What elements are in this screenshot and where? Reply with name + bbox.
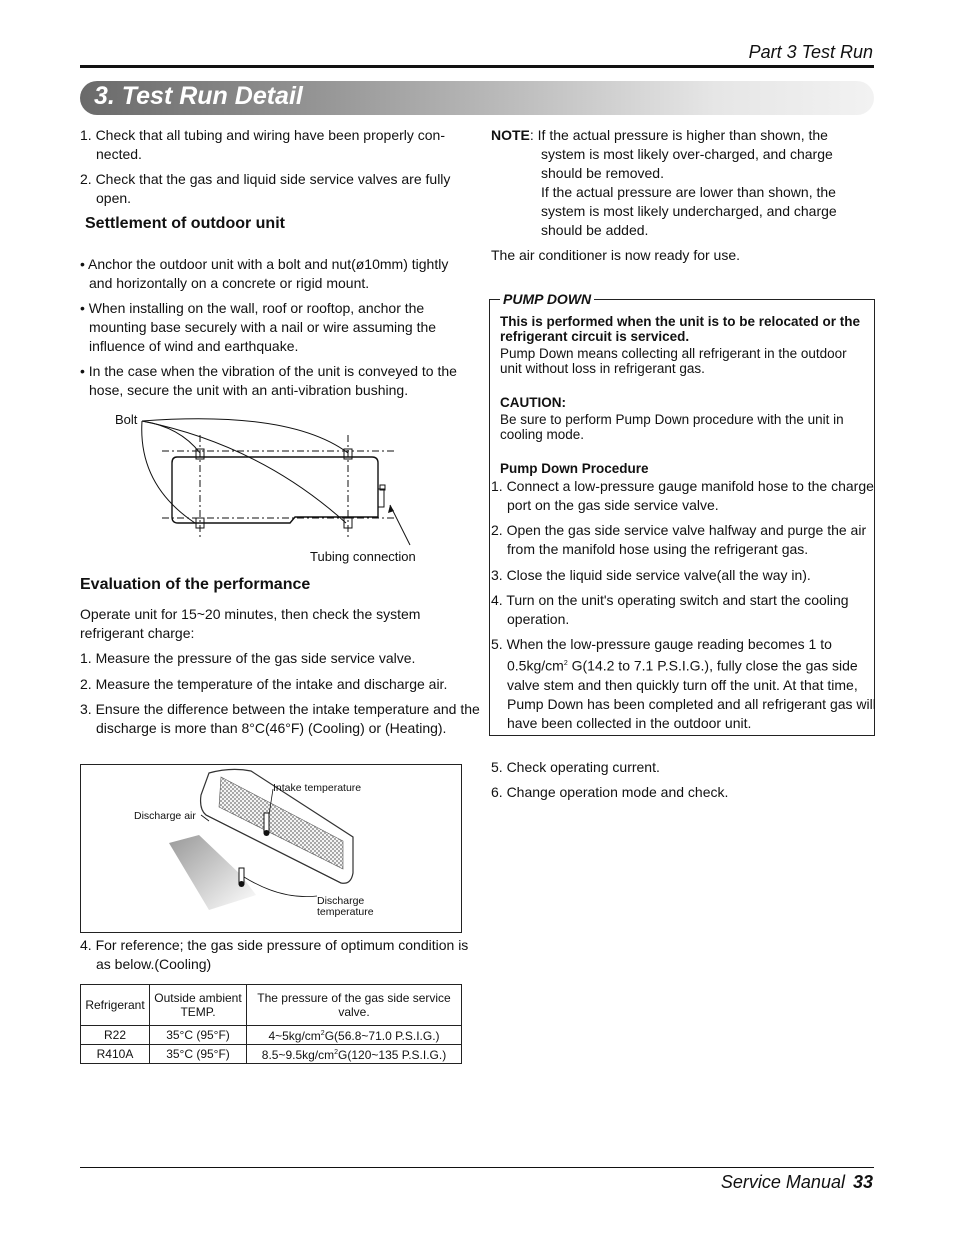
- anchor-diagram: [110, 405, 440, 570]
- pump-down-step-1: 1. Connect a low-pressure gauge manifold hose to the charge port on the gas side service valve.: [491, 478, 874, 513]
- section-title: 3. Test Run Detail: [94, 82, 303, 110]
- pump-down-step-3: 3. Close the liquid side service valve(all the way in).: [491, 567, 811, 583]
- discharge-temperature-label-1: Discharge: [317, 895, 365, 907]
- table-cell-refrigerant: R410A: [81, 1045, 150, 1064]
- note-para-2: If the actual pressure are lower than shown, the system is most likely undercharged, and charge should be added.: [541, 184, 837, 238]
- tubing-label: Tubing connection: [310, 549, 416, 564]
- discharge-temperature-label-2: temperature: [317, 906, 374, 918]
- final-step-5: 5. Check operating current.: [491, 759, 660, 775]
- table-cell-pressure: $8.5\sim 9.5kg/cm^2G(120\sim 135$ P.S.I.G.): [247, 1045, 462, 1064]
- pump-down-step-4: 4. Turn on the unit's operating switch and start the cooling operation.: [491, 592, 849, 627]
- anchor-diagram-svg: [110, 405, 440, 570]
- table-cell-refrigerant: R22: [81, 1026, 150, 1045]
- footer-manual: Service Manual: [720, 1172, 845, 1192]
- settlement-bullet-1: • Anchor the outdoor unit with a bolt and nut(ø10mm) tightly and horizontally on a concrete or rigid mount.: [80, 256, 449, 291]
- footer-rule: [80, 1167, 874, 1168]
- table-cell-pressure: $4\sim 5kg/cm^2G(56.8\sim 71.0$ P.S.I.G.): [247, 1026, 462, 1045]
- final-step-6: 6. Change operation mode and check.: [491, 784, 729, 800]
- discharge-air-label: Discharge air: [134, 810, 196, 822]
- pump-down-intro: Pump Down means collecting all refrigerant in the outdoor unit without loss in refrigerant gas.: [500, 346, 847, 376]
- pump-down-step-5: 5. When the low-pressure gauge reading becomes 1 to $0.5kg/cm^2$ G(14.2 to 7.1 P.S.I.G.), fully close the gas side valve stem and then quickly turn off the unit. At that time, Pump Down has been completed and all refrigerant gas will have been collected in the outdoor unit.: [491, 636, 876, 731]
- evaluation-heading: Evaluation of the performance: [80, 576, 311, 593]
- table-row: [81, 1045, 462, 1064]
- intake-temperature-label: Intake temperature: [273, 782, 362, 794]
- note-para-1: system is most likely over-charged, and charge should be removed.: [541, 146, 833, 181]
- header-rule: [80, 65, 874, 68]
- table-header-refrigerant: Refrigerant: [81, 985, 150, 1026]
- reference-step-4: 4. For reference; the gas side pressure of optimum condition is as below.(Cooling): [80, 937, 469, 972]
- pump-down-bold-intro: This is performed when the unit is to be relocated or the refrigerant circuit is serviced.: [500, 314, 861, 344]
- indoor-unit-svg: [81, 765, 461, 932]
- indoor-unit-figure: [80, 764, 462, 933]
- evaluation-step-3: 3. Ensure the difference between the intake temperature and the discharge is more than 8°C(46°F) (Cooling) or (Heating).: [80, 701, 480, 736]
- settlement-bullet-3: • In the case when the vibration of the unit is conveyed to the hose, secure the unit with an anti-vibration bushing.: [80, 363, 457, 398]
- footer: [721, 1172, 873, 1193]
- ready-text: The air conditioner is now ready for use.: [491, 247, 741, 263]
- pump-down-step-2: 2. Open the gas side service valve halfway and purge the air from the manifold hose using the refrigerant gas.: [491, 522, 867, 557]
- settlement-heading: Settlement of outdoor unit: [85, 215, 285, 232]
- procedure-heading: Pump Down Procedure: [500, 461, 649, 476]
- note-first-line-text: : If the actual pressure is higher than shown, the: [529, 127, 828, 143]
- table-header-row: [81, 985, 462, 1026]
- evaluation-step-1: 1. Measure the pressure of the gas side service valve.: [80, 650, 416, 666]
- pressure-table: [80, 984, 462, 1064]
- evaluation-step-2: 2. Measure the temperature of the intake and discharge air.: [80, 676, 448, 692]
- section-title-bar: [80, 81, 874, 115]
- page-number: 33: [852, 1172, 873, 1192]
- intro-step-1: 1. Check that all tubing and wiring have been properly con- nected.: [80, 127, 445, 162]
- evaluation-intro: Operate unit for 15~20 minutes, then check the system refrigerant charge:: [80, 606, 421, 641]
- pump-down-label: PUMP DOWN: [500, 291, 594, 307]
- bolt-label: Bolt: [115, 412, 138, 427]
- table-cell-temp: 35°C (95°F): [150, 1026, 247, 1045]
- table-cell-temp: 35°C (95°F): [150, 1045, 247, 1064]
- table-row: [81, 1026, 462, 1045]
- intro-step-2: 2. Check that the gas and liquid side service valves are fully open.: [80, 171, 451, 206]
- part-header: Part 3 Test Run: [748, 42, 873, 62]
- note-label: NOTE: [491, 127, 530, 143]
- settlement-bullet-2: • When installing on the wall, roof or rooftop, anchor the mounting base securely with a nail or wire assuming the influence of wind and earthquake.: [80, 300, 437, 354]
- caution-heading: CAUTION:: [500, 395, 566, 410]
- table-header-pressure: The pressure of the gas side service valve.: [247, 985, 462, 1026]
- note-first-line: [491, 126, 874, 145]
- table-header-temp: Outside ambient TEMP.: [150, 985, 247, 1026]
- caution-text: Be sure to perform Pump Down procedure with the unit in cooling mode.: [500, 412, 844, 442]
